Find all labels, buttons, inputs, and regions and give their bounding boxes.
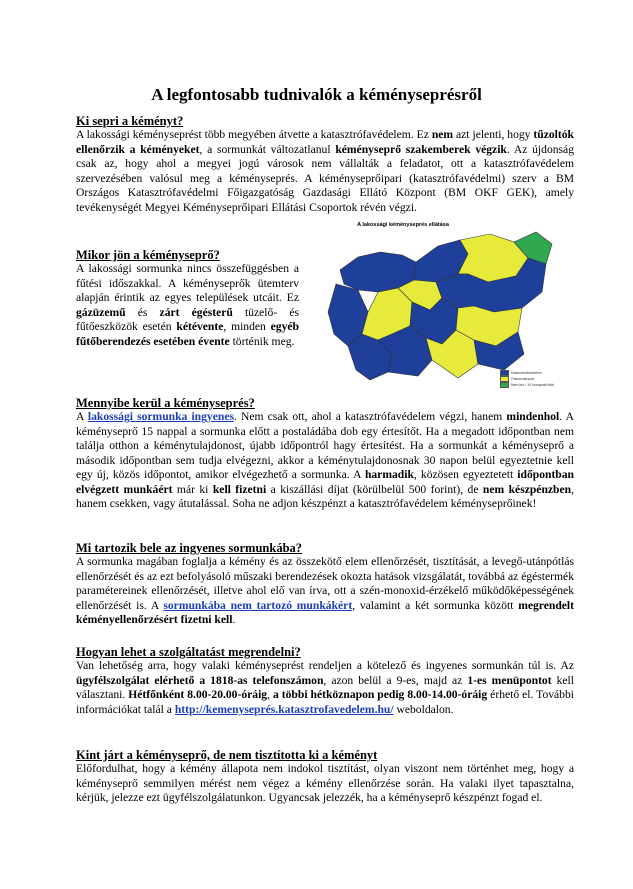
- bold-text: nem készpénzben: [482, 482, 572, 496]
- text-run: , azon belül a 9-es, majd az: [323, 673, 468, 687]
- section-heading-when: Mikor jön a kéményseprő?: [76, 248, 220, 262]
- text-run: . A kéményseprő 15 nappal a sormunka előtt a postaládába dob egy értesítőt. Ha a megadott időpontban nem találja otthon a kéménytulajdonost, újabb időpontról hagy értesítést. Ha a sormunkát a kéményseprő a második időpontban sem tudja elvégezni, akkor a kéménytulajdonosnak 30 napon belül egyeztetnie kell egy új, közös időpontot, amikor elvégezhető a sormunka. A: [76, 410, 575, 481]
- text-run: , hanem csekken, vagy átutalással. Soha ne adjon készpénzt a katasztrófavédelem kéményseprőinek!: [76, 482, 574, 510]
- text-run: .: [232, 613, 236, 626]
- map-legend: [500, 370, 560, 388]
- text-run: azt jelenti, hogy: [453, 128, 534, 141]
- section-body-when: [76, 262, 299, 349]
- bold-text: kéményseprő szakemberek végzik: [335, 142, 507, 156]
- text-run: A lakossági kéményseprést több megyében átvette a katasztrófavédelem. Ez: [76, 128, 432, 141]
- section-heading-included: Mi tartozik bele az ingyenes sormunkába?: [76, 541, 303, 555]
- bold-text: 1-es menüpontot: [467, 673, 552, 687]
- bold-text: egyéb fűtőberendezés esetében évente: [76, 320, 299, 348]
- text-run: , valamint a két sormunka között: [352, 598, 519, 612]
- text-run: és: [125, 305, 160, 319]
- bold-text: időpontban elvégzett munkáért: [76, 468, 574, 496]
- bold-text: harmadik: [364, 468, 414, 481]
- legend-label: Nem kér / 10 hónapnál több: [511, 383, 555, 387]
- text-run: A: [76, 410, 88, 423]
- legend-swatch: [500, 382, 509, 388]
- text-run: kell választani.: [76, 673, 574, 701]
- text-run: Van lehetőség arra, hogy valaki kéményseprést rendeljen a kötelező és ingyenes sormunkán túl is. Az: [76, 659, 574, 672]
- map-legend-row: [500, 382, 560, 388]
- section-body-not-cleaned: [76, 762, 574, 806]
- legend-label: Önkormányzat: [511, 377, 534, 381]
- bold-text: mindenhol: [506, 410, 560, 423]
- hungary-map-figure: [318, 222, 556, 398]
- text-run: , közösen egyeztetett: [413, 468, 518, 481]
- section-body-who: [76, 128, 574, 215]
- section-body-cost: [76, 410, 574, 512]
- text-run: A lakossági sormunka nincs összefüggésben a fűtési időszakkal. A kéményseprők ütemterv alapján érintik az egyes települések utcáit. Ez: [76, 262, 299, 304]
- bold-text: ügyfélszolgálat elérhető a 1818-as telefonszámon: [76, 673, 324, 687]
- section-link[interactable]: lakossági sormunka ingyenes: [87, 410, 234, 423]
- bold-text: gázüzemű: [76, 305, 126, 319]
- text-run: a kiszállási díjat (körülbelül 500 forint), de: [266, 482, 483, 496]
- legend-label: Katasztrófavédelem: [511, 371, 542, 375]
- text-run: érhető el. További információkat talál a: [76, 688, 574, 716]
- bold-text: Hétfőnként 8.00-20.00-óráig: [128, 688, 268, 701]
- bold-text: tűzoltók ellenőrzik a kéményeket: [76, 128, 574, 156]
- text-run: Előfordulhat, hogy a kémény állapota nem indokol tisztítást, olyan viszont nem történhet meg, hogy a kéményseprő semmilyen mérést nem végez a kémény ellenőrzése során. Ha valaki ilyet tapasztalna, kérjük, jelezze ezt ügyfélszolgálatunkon. Ugyancsak jelezzék, ha a kéményseprő készpénzt fogad el.: [76, 762, 574, 804]
- text-run: már ki: [172, 482, 213, 496]
- text-run: ,: [267, 688, 273, 701]
- bold-text: a többi hétköznapon pedig 8.00-14.00-óráig: [273, 688, 488, 701]
- section-link[interactable]: http://kemenyseprés.katasztrofavedelem.hu/: [174, 702, 394, 716]
- section-heading-who: Ki sepri a kéményt?: [76, 114, 184, 128]
- bold-text: nem: [431, 128, 454, 141]
- section-body-order: [76, 659, 574, 717]
- text-run: . Az újdonság csak az, hogy ahol a megyei jogú városok nem vállalták a feladatot, ott a katasztrófavédelem szervezésében valósul meg a kéményseprés. A kéményseprőipari (katasztrófavédelmi) szerv a BM Országos Katasztrófavédelmi Főigazgatóság Gazdasági Ellátó Központ (BM OKF GEK), amely tevékenységét Megyei Kéményseprőipari Ellátási Csoportok révén végzi.: [76, 142, 574, 214]
- text-run: weboldalon.: [393, 702, 454, 716]
- text-run: A sormunka magában foglalja a kémény és az összekötő elem ellenőrzését, tisztítását, a levegő-utánpótlás ellenőrzését és az ezt befolyásoló műszaki berendezések okozta hatások vizsgálatát, továbbá az égéstermék paramétereinek ellenőrzését, illetve ahol elő van írva, ott a szén-monoxid-érzékelő működőképességének ellenőrzését is. A: [76, 555, 574, 612]
- bold-text: zárt égésterű: [159, 305, 233, 319]
- page-title: A legfontosabb tudnivalók a kéményseprésről: [151, 85, 482, 104]
- bold-text: kell fizetni: [212, 482, 267, 496]
- text-run: , minden: [223, 320, 271, 333]
- text-run: , a sormunkát változatlanul: [199, 142, 336, 156]
- bold-text: kétévente: [176, 320, 224, 333]
- text-run: . Nem csak ott, ahol a katasztrófavédelem végzi, hanem: [233, 410, 507, 423]
- section-heading-order: Hogyan lehet a szolgáltatást megrendelni?: [76, 645, 301, 659]
- map-title: A lakossági kéményseprés ellátása: [357, 222, 449, 228]
- section-link[interactable]: sormunkába nem tartozó munkákért: [163, 598, 353, 612]
- text-run: tüzelő- és fűtőeszközök esetén: [76, 305, 299, 333]
- section-body-included: [76, 555, 574, 628]
- text-run: történik meg.: [229, 334, 295, 348]
- section-heading-cost: Mennyibe kerül a kéményseprés?: [76, 396, 255, 410]
- section-heading-not-cleaned: Kint járt a kéményseprő, de nem tisztította ki a kéményt: [76, 748, 378, 762]
- bold-text: megrendelt kéményellenőrzésért fizetni kell: [76, 598, 575, 626]
